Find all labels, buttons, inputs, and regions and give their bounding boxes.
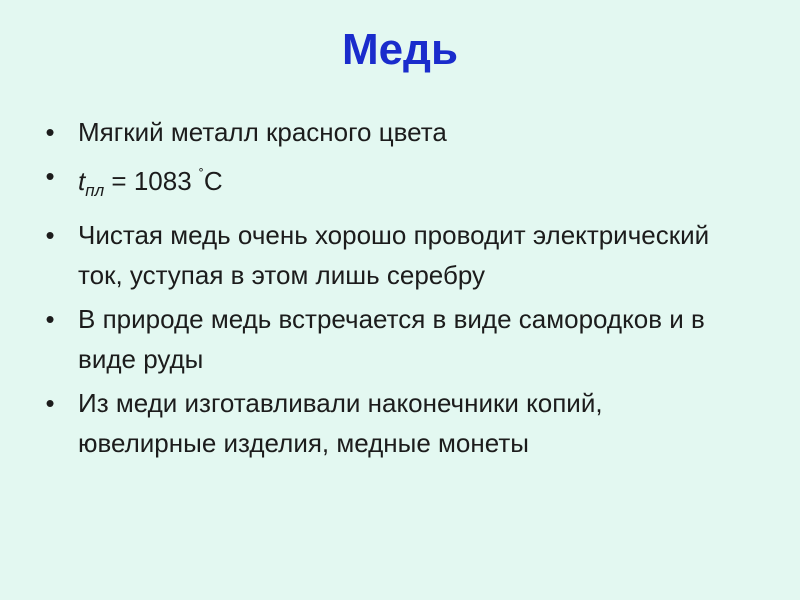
bullet-marker: • (45, 161, 55, 191)
bullet-text: Чистая медь очень хорошо проводит электрический ток, уступая в этом лишь серебру (78, 220, 710, 290)
slide-title: Медь (341, 25, 459, 74)
temperature-value: = 1083 (111, 166, 192, 196)
bullet-item (40, 383, 740, 463)
temperature-subscript: пл (85, 181, 105, 200)
bullet-marker: • (45, 388, 55, 418)
bullet-marker: • (45, 220, 55, 250)
degree-sign: ˚ (198, 167, 204, 184)
bullet-item (40, 299, 740, 379)
bullet-text: В природе медь встречается в виде самородков и в виде руды (78, 304, 705, 374)
bullet-item (40, 112, 740, 152)
bullet-item (40, 156, 740, 211)
bullet-marker: • (45, 117, 55, 147)
temperature-symbol: t (78, 166, 86, 196)
bullet-list (40, 112, 740, 467)
melting-temperature (78, 166, 223, 200)
bullet-marker: • (45, 304, 55, 334)
temperature-unit: С (203, 166, 223, 196)
bullet-text: Мягкий металл красного цвета (78, 117, 447, 147)
bullet-text: Из меди изготавливали наконечники копий, ювелирные изделия, медные монеты (78, 388, 603, 458)
bullet-item (40, 215, 740, 295)
